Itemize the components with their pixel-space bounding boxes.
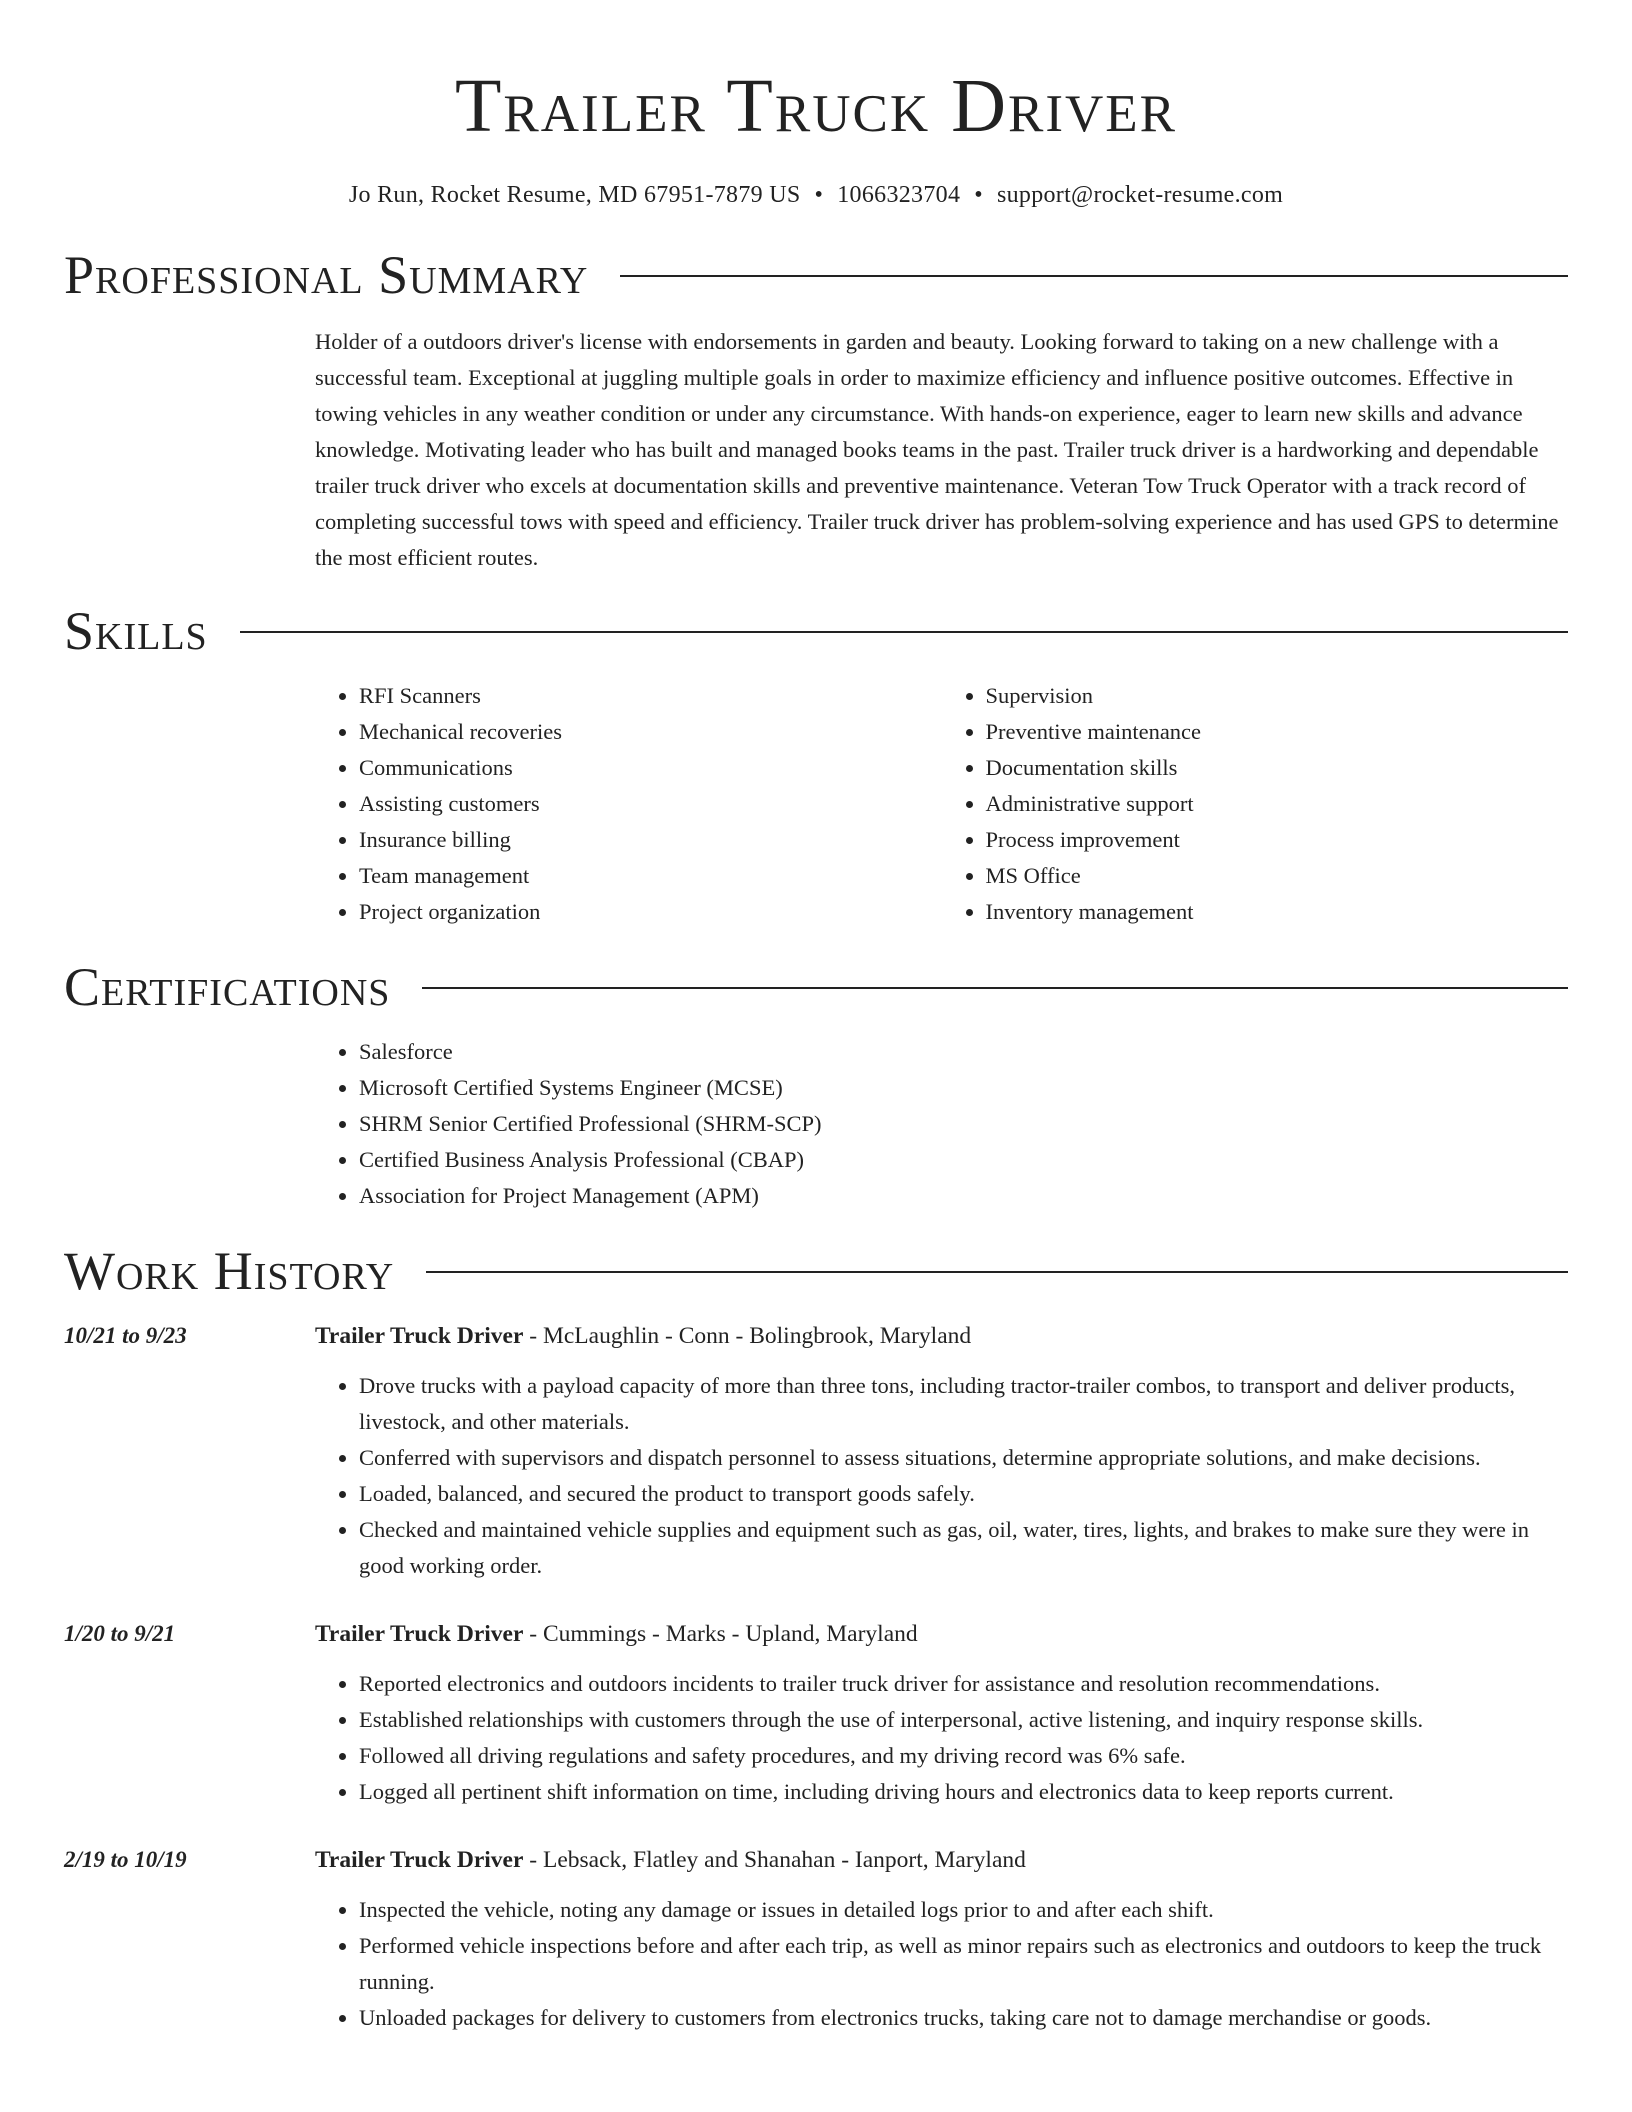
skill-item: • RFI Scanners	[359, 678, 942, 714]
section-divider	[422, 987, 1568, 989]
job-bullet: • Loaded, balanced, and secured the product to transport goods safely.	[359, 1476, 1568, 1512]
job-bullets	[315, 1368, 1568, 1584]
work-history-section-header	[64, 1240, 1568, 1302]
job-bullet: • Conferred with supervisors and dispatch personnel to assess situations, determine appropriate solutions, and make decisions.	[359, 1440, 1568, 1476]
skills-list	[315, 678, 1568, 930]
contact-separator: •	[814, 182, 824, 208]
job-bullet: • Followed all driving regulations and safety procedures, and my driving record was 6% safe.	[359, 1738, 1568, 1774]
skill-item: • Project organization	[359, 894, 942, 930]
job-company: - Lebsack, Flatley and Shanahan - Ianport, Maryland	[523, 1847, 1026, 1873]
certification-item: • Microsoft Certified Systems Engineer (MCSE)	[359, 1070, 1568, 1106]
job-company: - Cummings - Marks - Upland, Maryland	[523, 1621, 918, 1647]
skill-item: • MS Office	[986, 858, 1569, 894]
contact-line	[64, 180, 1568, 210]
contact-email: support@rocket-resume.com	[996, 182, 1284, 208]
resume-page	[64, 0, 1568, 2036]
skill-item: • Administrative support	[986, 786, 1569, 822]
job-bullets	[315, 1892, 1568, 2036]
skills-column-left	[315, 678, 942, 930]
job-bullet: • Drove trucks with a payload capacity of more than three tons, including tractor-trailer combos, to transport and deliver products, livestock, and other materials.	[359, 1368, 1568, 1440]
skill-item: • Insurance billing	[359, 822, 942, 858]
skill-item: • Preventive maintenance	[986, 714, 1569, 750]
job-bullet: • Unloaded packages for delivery to customers from electronics trucks, taking care not to damage merchandise or goods.	[359, 2000, 1568, 2036]
summary-text: Holder of a outdoors driver's license with endorsements in garden and beauty. Looking forward to taking on a new challenge with a successful team. Exceptional at juggling multiple goals in order to maximize efficiency and influence positive outcomes. Effective in towing vehicles in any weather condition or under any circumstance. With hands-on experience, eager to learn new skills and advance knowledge. Motivating leader who has built and managed books teams in the past. Trailer truck driver is a hardworking and dependable trailer truck driver who excels at documentation skills and preventive maintenance. Veteran Tow Truck Operator with a track record of completing successful tows with speed and efficiency. Trailer truck driver has problem-solving experience and has used GPS to determine the most efficient routes.	[315, 329, 1559, 570]
certification-item: • Association for Project Management (APM)	[359, 1178, 1568, 1214]
job-entry	[64, 1616, 1568, 1810]
job-body	[315, 1318, 1568, 1584]
contact-address: Jo Run, Rocket Resume, MD 67951-7879 US	[348, 182, 801, 208]
resume-name: Trailer Truck Driver	[455, 64, 1177, 148]
job-company: - McLaughlin - Conn - Bolingbrook, Maryland	[523, 1323, 972, 1349]
job-dates: 2/19 to 10/19	[64, 1847, 187, 1872]
skills-section-header	[64, 600, 1568, 662]
job-entry	[64, 1318, 1568, 1584]
job-bullets	[315, 1666, 1568, 1810]
skills-section-title: Skills	[64, 601, 208, 661]
certifications-section-header	[64, 956, 1568, 1018]
job-title-line	[315, 1842, 1568, 1878]
contact-phone: 1066323704	[837, 182, 961, 208]
job-dates: 10/21 to 9/23	[64, 1323, 187, 1348]
skill-item: • Process improvement	[986, 822, 1569, 858]
skill-item: • Assisting customers	[359, 786, 942, 822]
work-history-section-title: Work History	[64, 1241, 395, 1301]
section-divider	[620, 275, 1568, 277]
job-entry	[64, 1842, 1568, 2036]
job-bullet: • Logged all pertinent shift information on time, including driving hours and electronics data to keep reports current.	[359, 1774, 1568, 1810]
job-bullet: • Checked and maintained vehicle supplies and equipment such as gas, oil, water, tires, lights, and brakes to make sure they were in good working order.	[359, 1512, 1568, 1584]
job-title-line	[315, 1318, 1568, 1354]
section-divider	[426, 1271, 1568, 1273]
skill-item: • Inventory management	[986, 894, 1569, 930]
job-title-line	[315, 1616, 1568, 1652]
certifications-list	[315, 1034, 1568, 1214]
job-title: Trailer Truck Driver	[315, 1847, 524, 1873]
skill-item: • Mechanical recoveries	[359, 714, 942, 750]
job-bullet: • Inspected the vehicle, noting any damage or issues in detailed logs prior to and after each shift.	[359, 1892, 1568, 1928]
certification-item: • SHRM Senior Certified Professional (SHRM-SCP)	[359, 1106, 1568, 1142]
summary-section-title: Professional Summary	[64, 245, 589, 305]
job-body	[315, 1616, 1568, 1810]
skill-item: • Documentation skills	[986, 750, 1569, 786]
job-bullet: • Reported electronics and outdoors incidents to trailer truck driver for assistance and resolution recommendations.	[359, 1666, 1568, 1702]
certification-item: • Salesforce	[359, 1034, 1568, 1070]
skill-item: • Communications	[359, 750, 942, 786]
certifications-items	[315, 1034, 1568, 1214]
skill-item: • Team management	[359, 858, 942, 894]
contact-separator: •	[974, 182, 983, 208]
certifications-section-title: Certifications	[64, 957, 391, 1017]
certification-item: • Certified Business Analysis Professional (CBAP)	[359, 1142, 1568, 1178]
section-divider	[240, 631, 1568, 633]
job-body	[315, 1842, 1568, 2036]
job-title: Trailer Truck Driver	[315, 1621, 524, 1647]
job-bullet: • Established relationships with customers through the use of interpersonal, active listening, and inquiry response skills.	[359, 1702, 1568, 1738]
job-title: Trailer Truck Driver	[315, 1323, 524, 1349]
skills-column-right	[942, 678, 1569, 930]
job-dates: 1/20 to 9/21	[64, 1621, 176, 1646]
summary-section-header	[64, 244, 1568, 306]
job-bullet: • Performed vehicle inspections before and after each trip, as well as minor repairs such as electronics and outdoors to keep the truck running.	[359, 1928, 1568, 2000]
skill-item: • Supervision	[986, 678, 1569, 714]
